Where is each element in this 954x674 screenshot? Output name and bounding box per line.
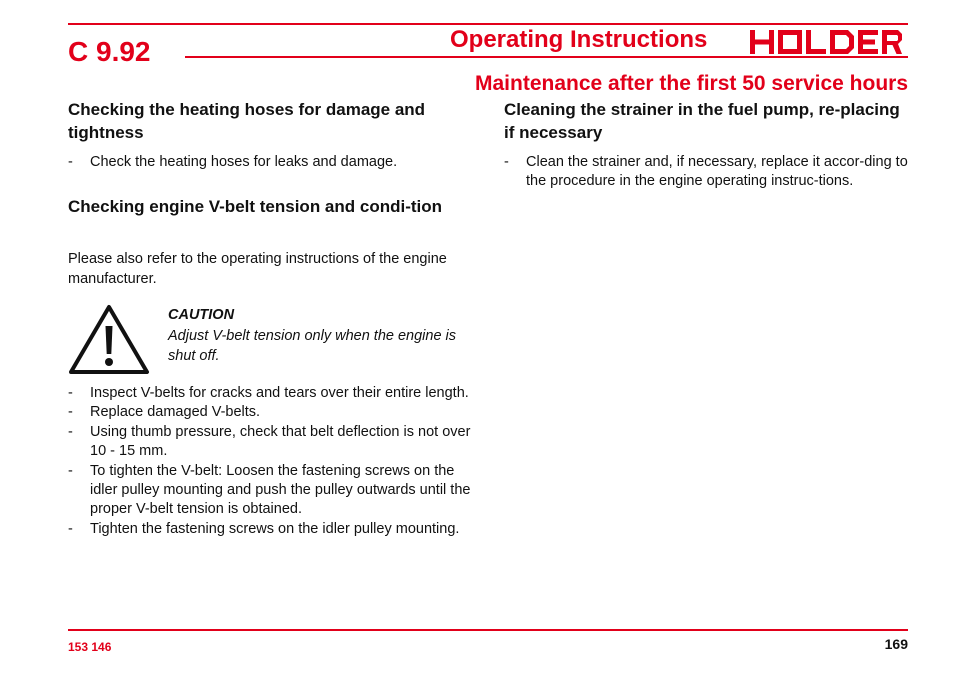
vbelt-intro: Please also refer to the operating instructions of the engine manufacturer.: [68, 251, 447, 287]
section-subtitle: Maintenance after the first 50 service hours: [475, 72, 908, 95]
page-title: Operating Instructions: [450, 26, 708, 53]
list-item: - Clean the strainer and, if necessary, replace it accor-ding to the procedure in the engine operating instruc-tions.: [504, 154, 908, 190]
fuel-strainer-heading: Cleaning the strainer in the fuel pump, re-placing if necessary: [504, 100, 900, 142]
page-number: 169: [884, 636, 908, 652]
fuel-strainer-list: [504, 153, 908, 192]
list-item: - Using thumb pressure, check that belt deflection is not over 10 - 15 mm.: [68, 423, 471, 460]
header-mid-rule: [185, 56, 908, 58]
list-item: - Inspect V-belts for cracks and tears over their entire length.: [68, 385, 469, 401]
warning-triangle-icon: [68, 304, 150, 376]
footer-rule: [68, 629, 908, 631]
caution-title: CAUTION: [168, 307, 235, 323]
document-code: 153 146: [68, 640, 112, 654]
vbelt-heading: Checking engine V-belt tension and condi-tion: [68, 197, 443, 216]
list-item: - Check the heating hoses for leaks and damage.: [68, 154, 398, 170]
list-item: - To tighten the V-belt: Loosen the fastening screws on the idler pulley mounting and push the pulley outwards until the proper V-belt tension is obtained.: [68, 462, 471, 518]
vbelt-steps-list: [68, 384, 473, 539]
section-code: C 9.92: [68, 36, 151, 67]
list-item: - Replace damaged V-belts.: [68, 404, 261, 421]
heating-hoses-heading: Checking the heating hoses for damage and tightness: [68, 100, 426, 142]
svg-text:HOLDER: HOLDER: [750, 28, 755, 29]
list-item: - Tighten the fastening screws on the idler pulley mounting.: [68, 520, 460, 537]
heating-hoses-list: [68, 153, 478, 172]
header-top-rule: [68, 23, 908, 25]
holder-logo: [750, 28, 902, 56]
caution-text: Adjust V-belt tension only when the engine is shut off.: [168, 328, 457, 364]
